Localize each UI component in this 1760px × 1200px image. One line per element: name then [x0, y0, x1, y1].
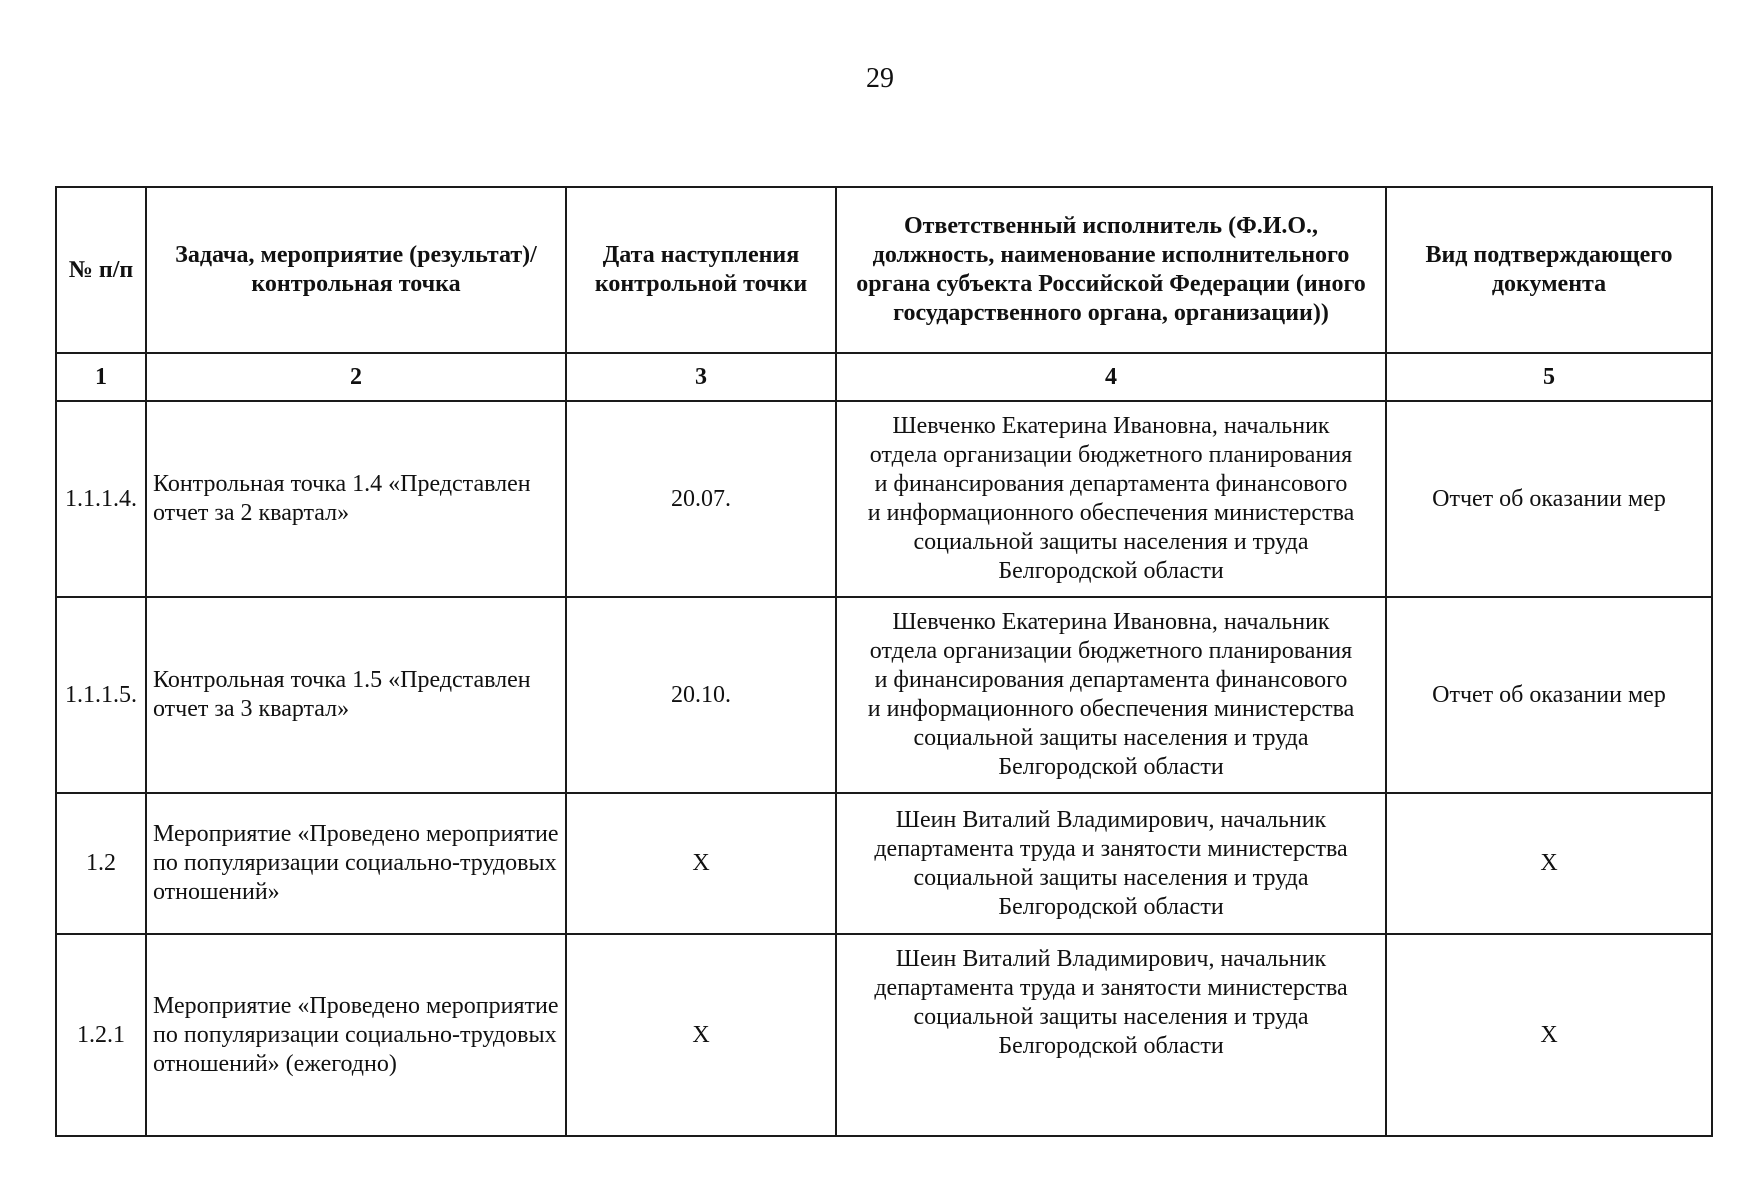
row-document: X — [1386, 934, 1712, 1136]
control-points-table — [55, 186, 1713, 1137]
row-document: X — [1386, 793, 1712, 934]
row-date: X — [566, 934, 836, 1136]
page-number: 29 — [866, 63, 894, 94]
row-number: 1.1.1.4. — [56, 401, 146, 597]
row-task: Мероприятие «Проведено мероприятие по популяризации социально-трудовых отношений» — [146, 793, 566, 934]
column-index: 1 — [56, 353, 146, 401]
table-row — [56, 597, 1712, 793]
row-date: 20.10. — [566, 597, 836, 793]
header-task: Задача, мероприятие (результат)/ контрольная точка — [146, 187, 566, 353]
table-row — [56, 401, 1712, 597]
row-task: Контрольная точка 1.5 «Представлен отчет за 3 квартал» — [146, 597, 566, 793]
row-date: 20.07. — [566, 401, 836, 597]
row-responsible: Шевченко Екатерина Ивановна, начальник отдела организации бюджетного планирования и финансирования департамента финансового и информационного обеспечения министерства социальной защиты населения и труда Белгородской области — [836, 597, 1386, 793]
header-date: Дата наступления контрольной точки — [566, 187, 836, 353]
table-row — [56, 934, 1712, 1136]
row-responsible: Шеин Виталий Владимирович, начальник департамента труда и занятости министерства социальной защиты населения и труда Белгородской области — [836, 793, 1386, 934]
header-doc: Вид подтверждающего документа — [1386, 187, 1712, 353]
column-index-row — [56, 353, 1712, 401]
header-responsible: Ответственный исполнитель (Ф.И.О., должность, наименование исполнительного органа субъекта Российской Федерации (иного государственного органа, организации)) — [836, 187, 1386, 353]
row-number: 1.2 — [56, 793, 146, 934]
column-index: 5 — [1386, 353, 1712, 401]
row-task: Мероприятие «Проведено мероприятие по популяризации социально-трудовых отношений» (ежегодно) — [146, 934, 566, 1136]
column-index: 3 — [566, 353, 836, 401]
table-header-row — [56, 187, 1712, 353]
header-num: № п/п — [56, 187, 146, 353]
row-responsible: Шеин Виталий Владимирович, начальник департамента труда и занятости министерства социальной защиты населения и труда Белгородской области — [836, 934, 1386, 1136]
column-index: 4 — [836, 353, 1386, 401]
table-row — [56, 793, 1712, 934]
row-number: 1.1.1.5. — [56, 597, 146, 793]
row-task: Контрольная точка 1.4 «Представлен отчет за 2 квартал» — [146, 401, 566, 597]
row-date: X — [566, 793, 836, 934]
row-document: Отчет об оказании мер — [1386, 597, 1712, 793]
row-document: Отчет об оказании мер — [1386, 401, 1712, 597]
row-number: 1.2.1 — [56, 934, 146, 1136]
row-responsible: Шевченко Екатерина Ивановна, начальник отдела организации бюджетного планирования и финансирования департамента финансового и информационного обеспечения министерства социальной защиты населения и труда Белгородской области — [836, 401, 1386, 597]
column-index: 2 — [146, 353, 566, 401]
